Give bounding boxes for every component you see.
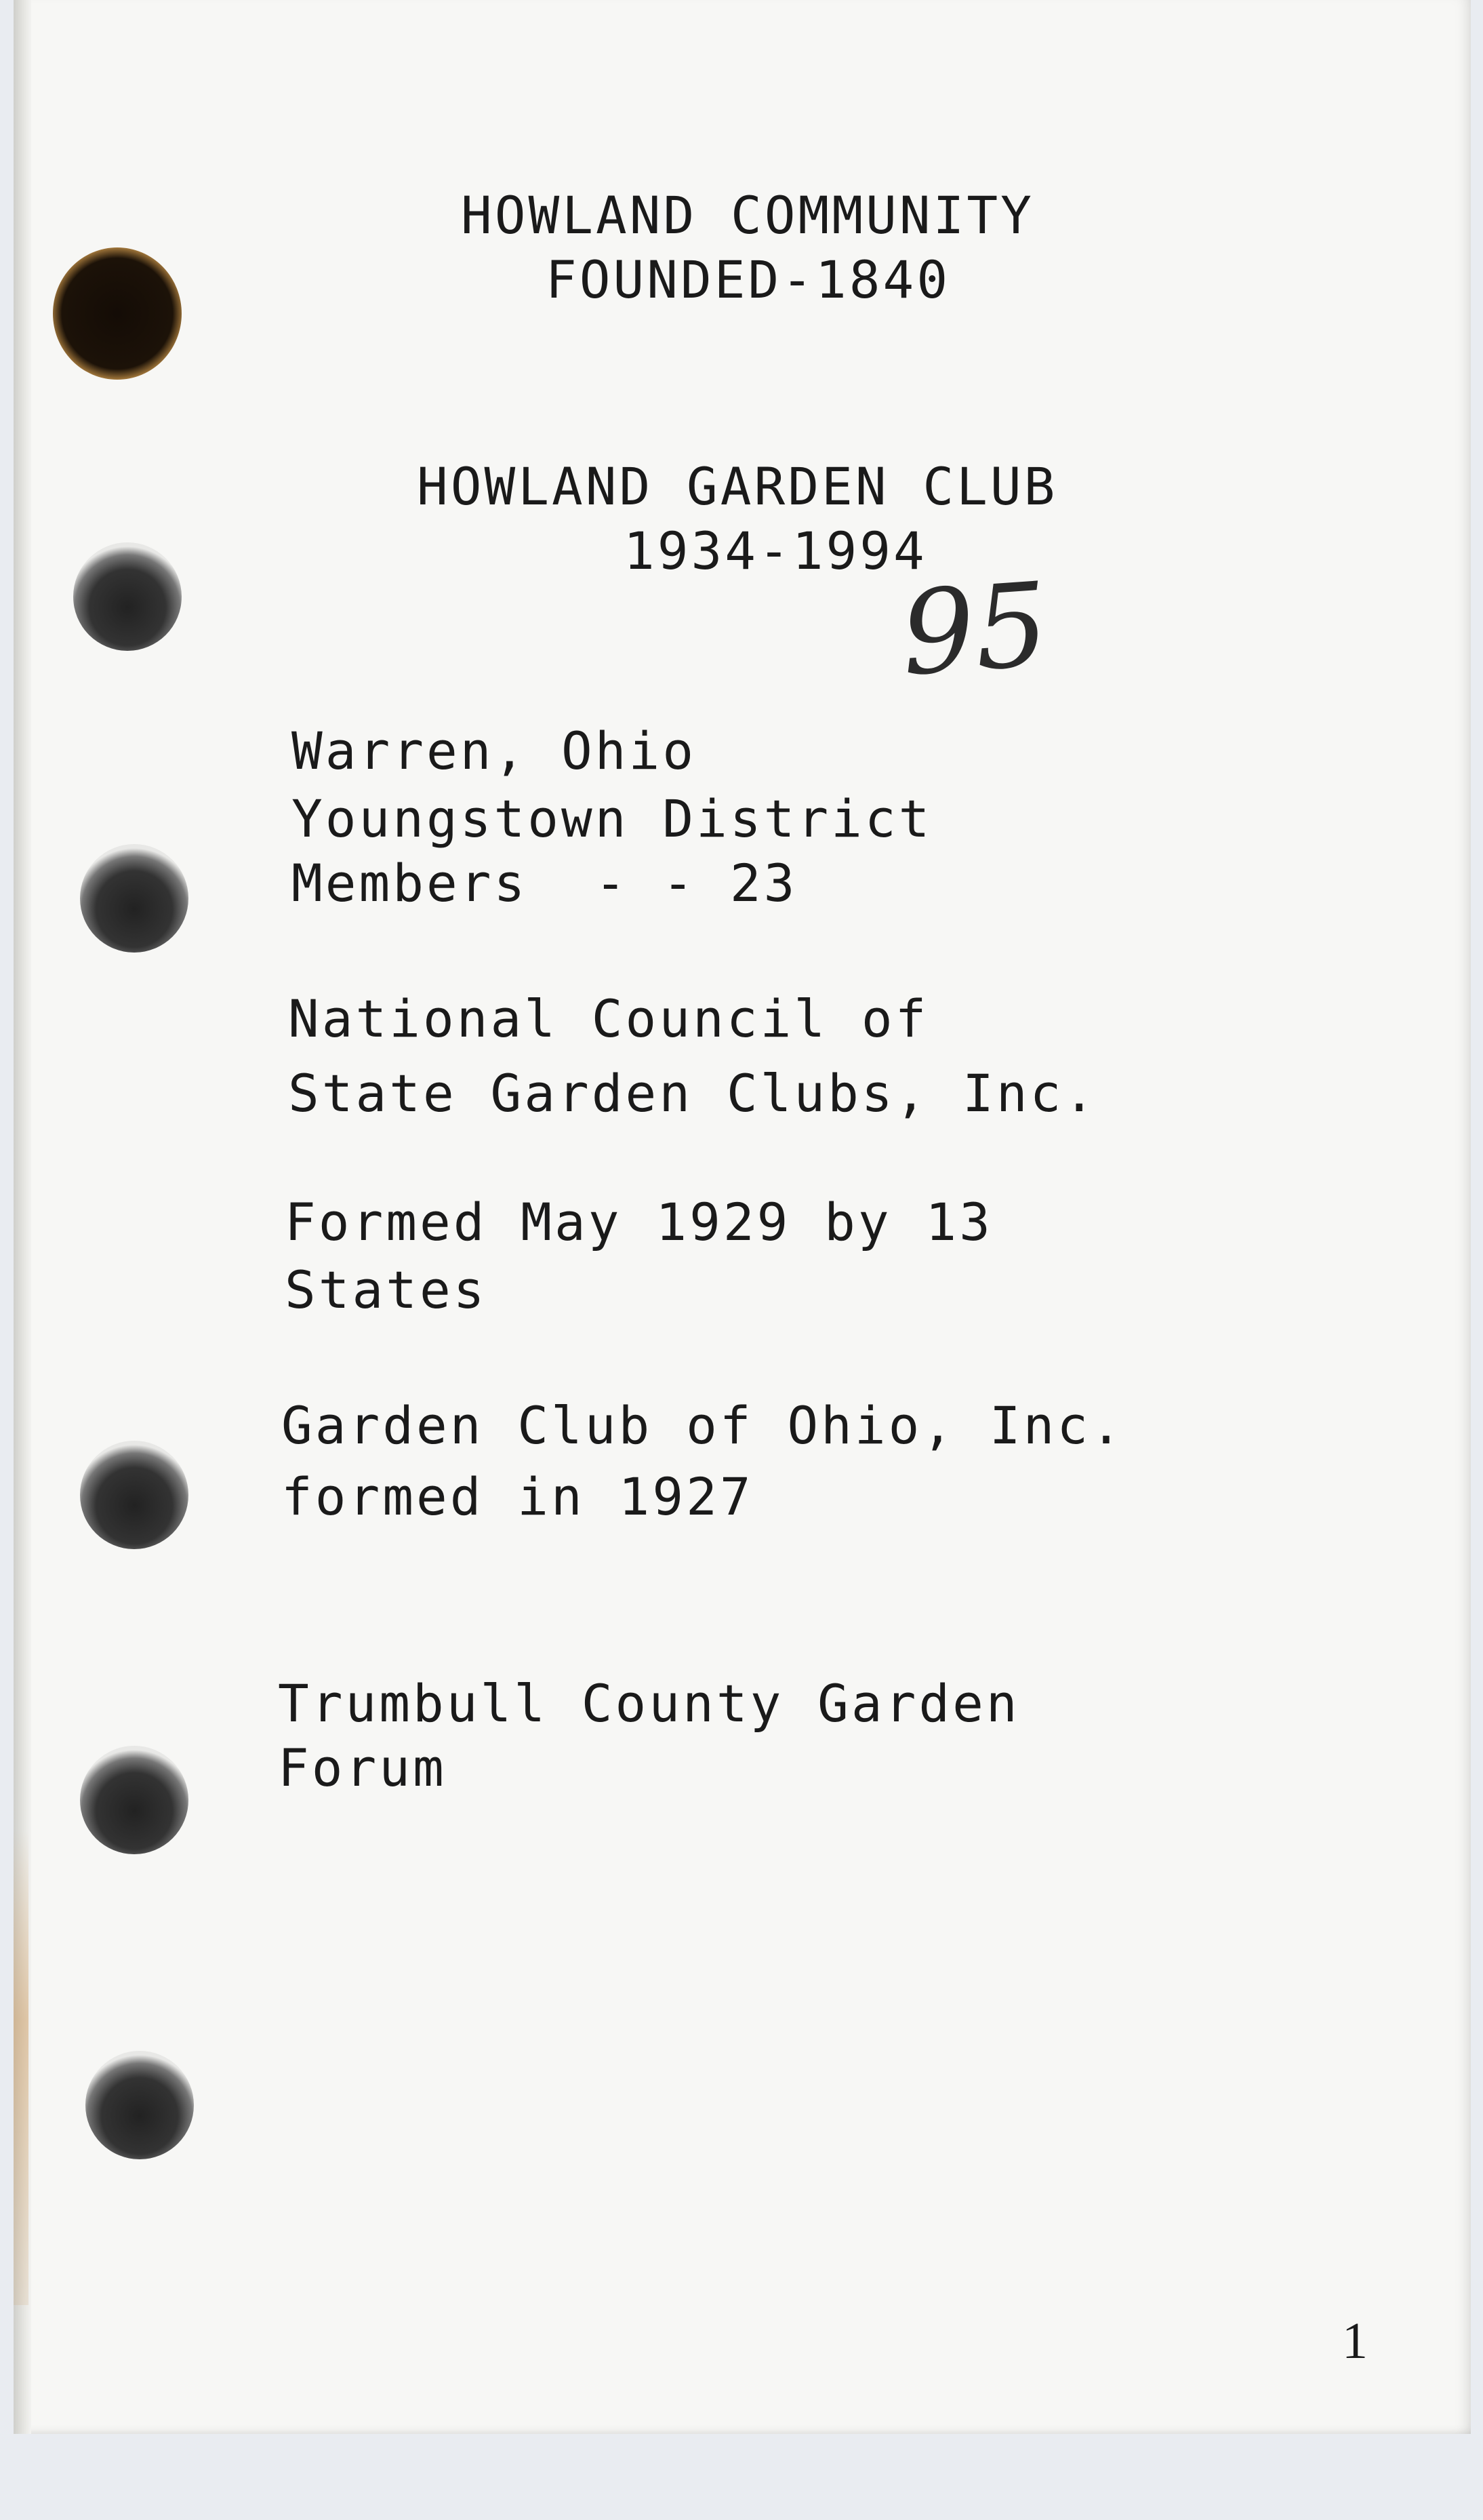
document-page: [14, 0, 1471, 2434]
formed-line1: Formed May 1929 by 13: [285, 1192, 993, 1252]
binder-hole: [53, 247, 182, 380]
ohio-club-line1: Garden Club of Ohio, Inc.: [281, 1395, 1124, 1456]
formed-line2: States: [285, 1260, 487, 1320]
founded-line: FOUNDED-1840: [546, 249, 951, 310]
forum-line2: Forum: [278, 1738, 447, 1798]
handwritten-note: 95: [897, 557, 1053, 702]
binder-hole: [80, 1746, 188, 1854]
members-line: Members - - 23: [291, 853, 798, 913]
forum-line1: Trumbull County Garden: [278, 1673, 1020, 1734]
club-years: 1934-1994: [624, 521, 927, 581]
binder-hole: [85, 2051, 194, 2159]
page-number: 1: [1342, 2313, 1368, 2369]
binder-hole: [73, 542, 182, 651]
district-line: Youngstown District: [291, 788, 933, 849]
city-line: Warren, Ohio: [291, 721, 697, 781]
page-stain: [14, 1831, 28, 2305]
binder-hole: [80, 1441, 188, 1549]
national-council-line2: State Garden Clubs, Inc.: [288, 1063, 1098, 1123]
club-name: HOWLAND GARDEN CLUB: [417, 456, 1058, 517]
scan-background: [0, 2434, 1483, 2520]
community-title: HOWLAND COMMUNITY: [461, 185, 1034, 245]
binder-hole: [80, 844, 188, 953]
ohio-club-line2: formed in 1927: [281, 1466, 754, 1527]
national-council-line1: National Council of: [288, 988, 929, 1049]
